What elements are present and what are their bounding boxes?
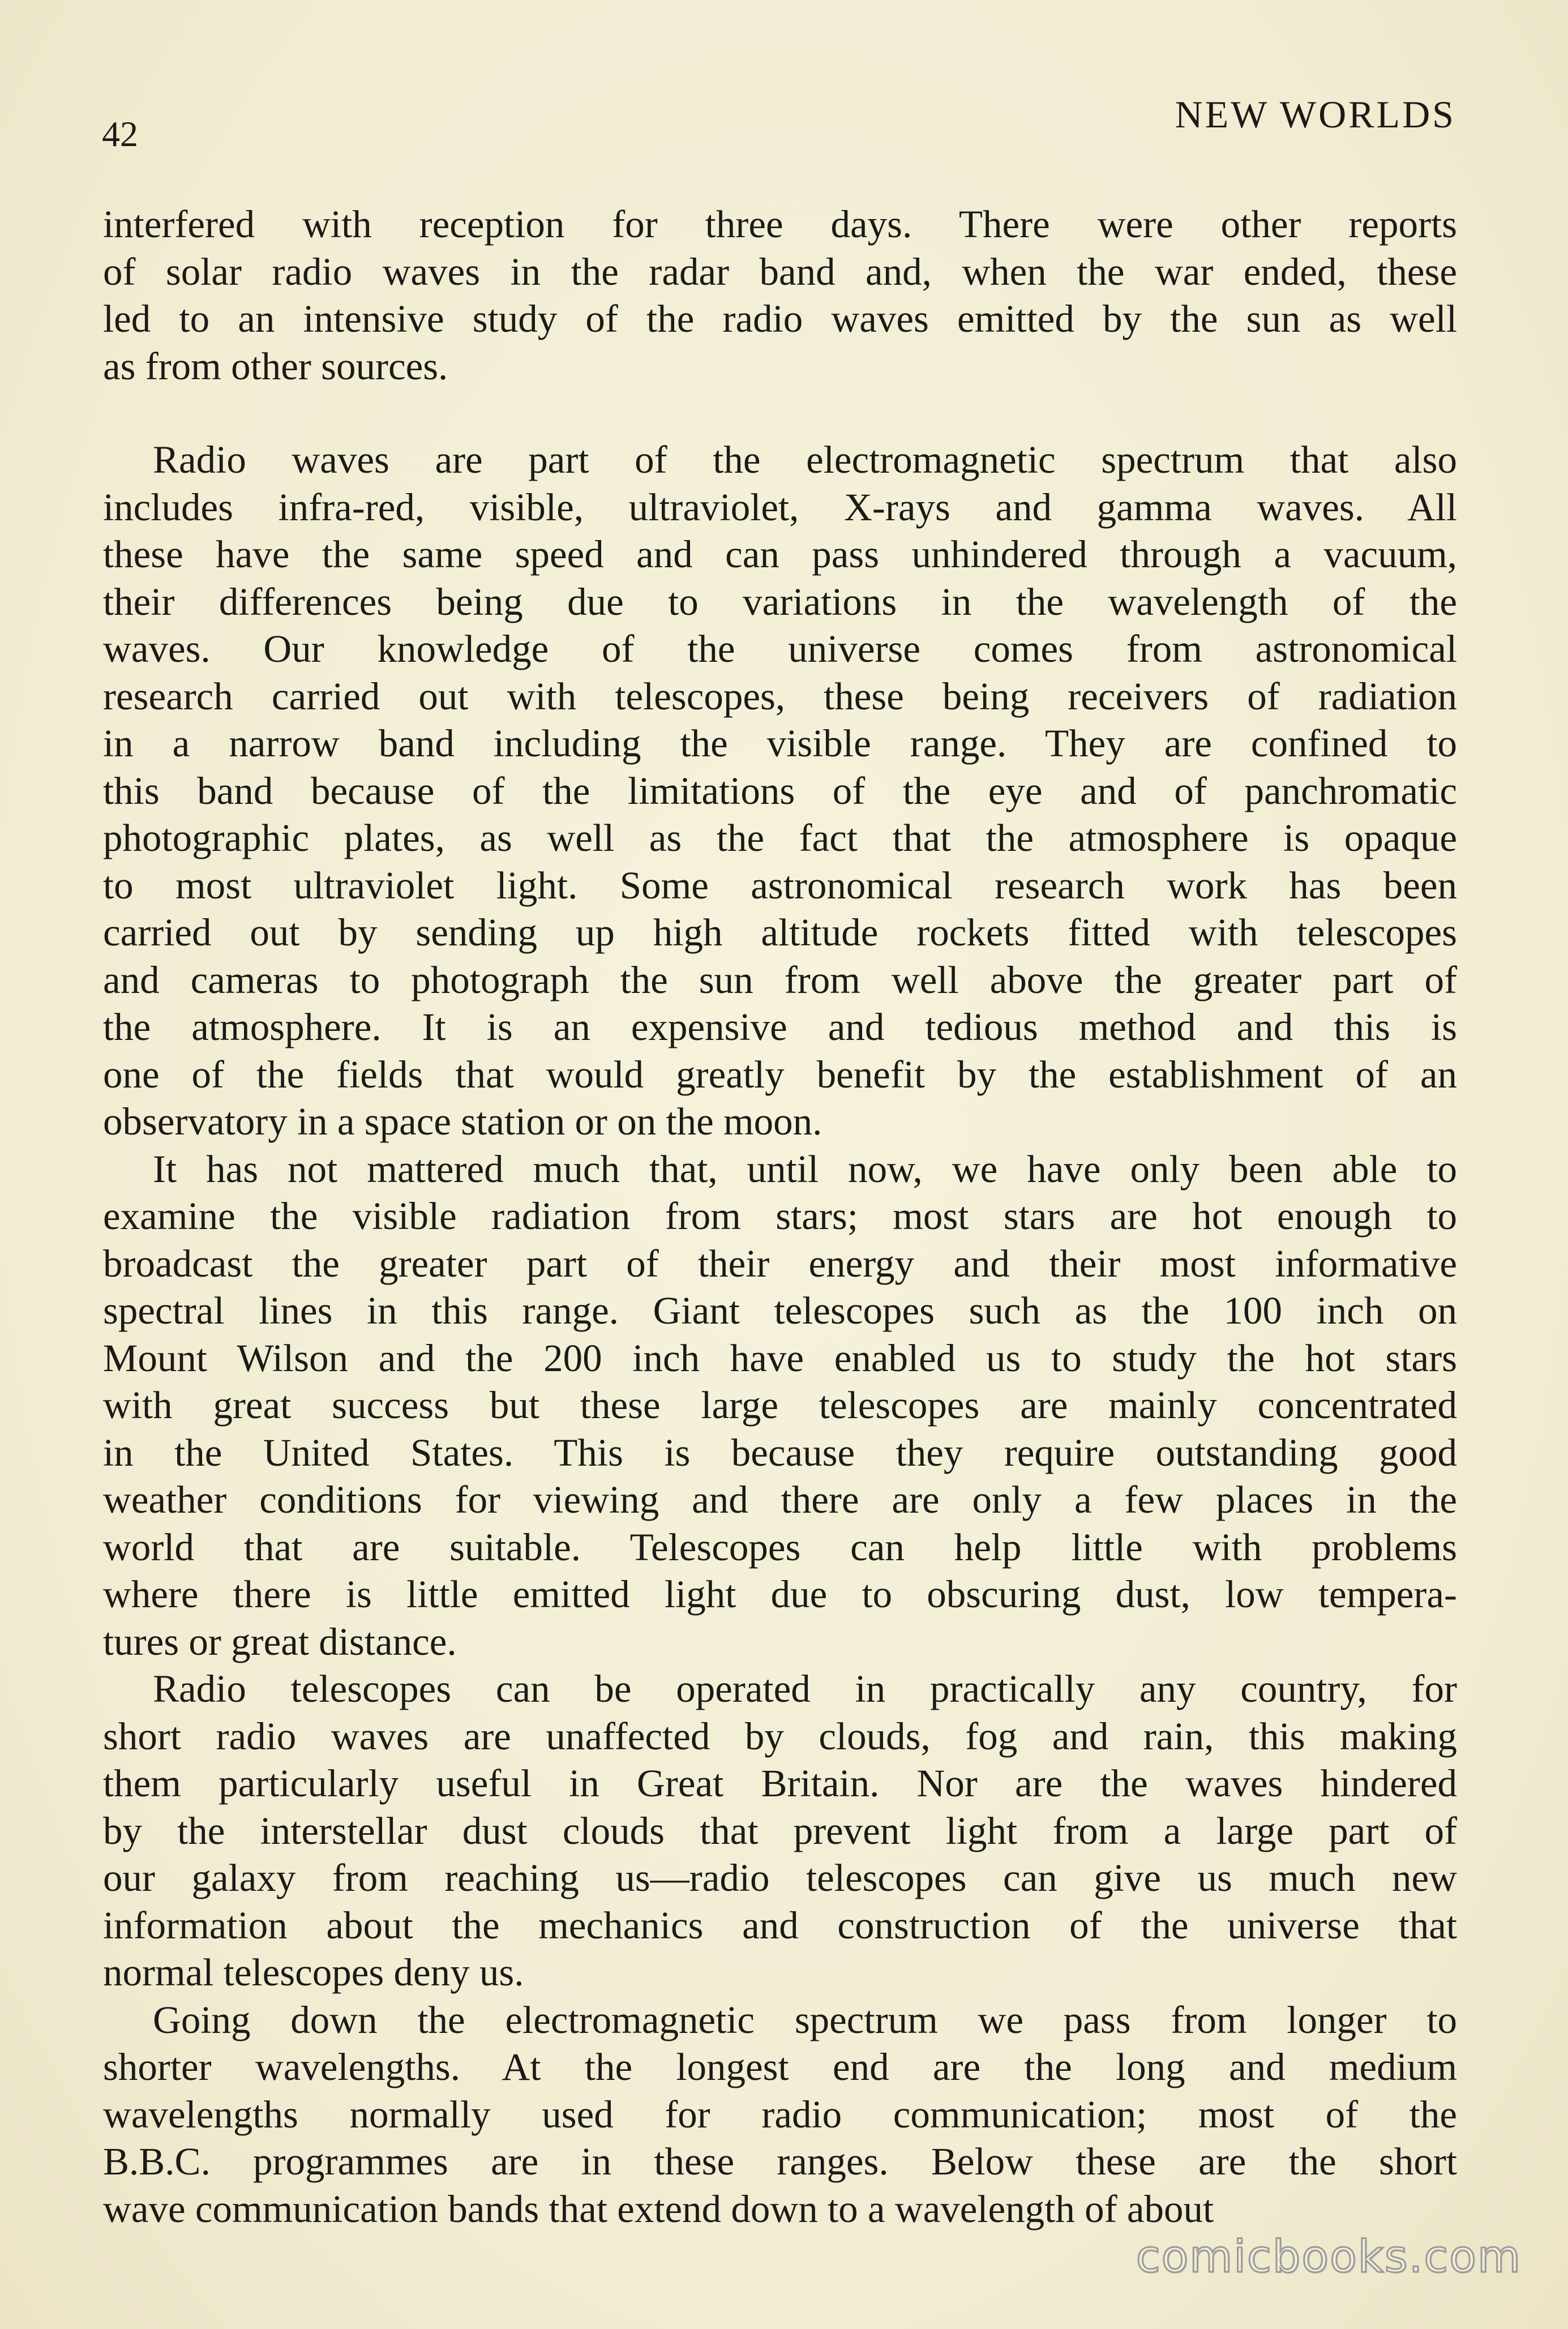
text-line: one of the fields that would greatly benefit by the establishment of an <box>103 1052 1457 1096</box>
text-line: It has not mattered much that, until now, we have only been able to <box>153 1147 1457 1191</box>
text-line: them particularly useful in Great Britain. Nor are the waves hindered <box>103 1762 1457 1805</box>
text-line: the atmosphere. It is an expensive and tedious method and this is <box>103 1005 1457 1048</box>
text-line: waves. Our knowledge of the universe comes from astronomical <box>103 627 1457 670</box>
text-line: these have the same speed and can pass unhindered through a vacuum, <box>103 533 1457 576</box>
page-number: 42 <box>102 114 138 154</box>
text-line: broadcast the greater part of their energy and their most informative <box>103 1241 1457 1285</box>
paragraph <box>103 1666 1457 1997</box>
text-line: this band because of the limitations of the eye and of panchromatic <box>103 769 1457 812</box>
text-line: observatory in a space station or on the moon. <box>103 1100 822 1143</box>
text-line: photographic plates, as well as the fact that the atmosphere is opaque <box>103 816 1457 859</box>
text-line: Radio telescopes can be operated in practically any country, for <box>153 1667 1457 1710</box>
text-line: carried out by sending up high altitude rockets fitted with telescopes <box>103 911 1457 954</box>
text-line: of solar radio waves in the radar band and, when the war ended, these <box>103 250 1457 293</box>
text-line: spectral lines in this range. Giant telescopes such as the 100 inch on <box>103 1289 1457 1332</box>
text-line: wavelengths normally used for radio communication; most of the <box>103 2092 1457 2136</box>
text-line: and cameras to photograph the sun from well above the greater part of <box>103 958 1457 1001</box>
text-line: information about the mechanics and construction of the universe that <box>103 1903 1457 1947</box>
text-line: tures or great distance. <box>103 1620 457 1663</box>
paragraph <box>103 436 1457 1146</box>
text-line: world that are suitable. Telescopes can help little with problems <box>103 1525 1457 1569</box>
text-line: includes infra-red, visible, ultraviolet, X-rays and gamma waves. All <box>103 485 1457 529</box>
body-text <box>103 201 1457 2233</box>
text-line: led to an intensive study of the radio waves emitted by the sun as well <box>103 297 1457 340</box>
paragraph-gap <box>103 390 1457 436</box>
text-line: research carried out with telescopes, these being receivers of radiation <box>103 674 1457 718</box>
text-line: by the interstellar dust clouds that prevent light from a large part of <box>103 1809 1457 1852</box>
text-line: their differences being due to variations in the wavelength of the <box>103 580 1457 623</box>
text-line: Radio waves are part of the electromagnetic spectrum that also <box>153 438 1457 481</box>
watermark: comicbooks.com <box>1136 2232 1522 2283</box>
text-line: Going down the electromagnetic spectrum we pass from longer to <box>153 1998 1457 2041</box>
paragraph <box>103 201 1457 390</box>
text-line: as from other sources. <box>103 344 448 388</box>
text-line: our galaxy from reaching us—radio telescopes can give us much new <box>103 1856 1457 1899</box>
text-line: in a narrow band including the visible range. They are confined to <box>103 722 1457 765</box>
text-line: with great success but these large telescopes are mainly concentrated <box>103 1384 1457 1427</box>
paragraph <box>103 1146 1457 1666</box>
running-title: NEW WORLDS <box>1175 93 1456 136</box>
paragraph <box>103 1997 1457 2233</box>
text-line: short radio waves are unaffected by clouds, fog and rain, this making <box>103 1714 1457 1758</box>
text-line: where there is little emitted light due to obscuring dust, low tempera- <box>103 1573 1457 1616</box>
text-line: wave communication bands that extend down to a wavelength of about <box>103 2187 1214 2230</box>
text-line: examine the visible radiation from stars; most stars are hot enough to <box>103 1195 1457 1238</box>
text-line: weather conditions for viewing and there are only a few places in the <box>103 1478 1457 1521</box>
text-line: Mount Wilson and the 200 inch have enabled us to study the hot stars <box>103 1336 1457 1380</box>
text-line: normal telescopes deny us. <box>103 1951 524 1994</box>
text-line: interfered with reception for three days. There were other reports <box>103 203 1457 246</box>
text-line: shorter wavelengths. At the longest end are the long and medium <box>103 2045 1457 2088</box>
text-line: to most ultraviolet light. Some astronomical research work has been <box>103 863 1457 907</box>
text-line: B.B.C. programmes are in these ranges. Below these are the short <box>103 2140 1457 2183</box>
text-line: in the United States. This is because they require outstanding good <box>103 1431 1457 1474</box>
